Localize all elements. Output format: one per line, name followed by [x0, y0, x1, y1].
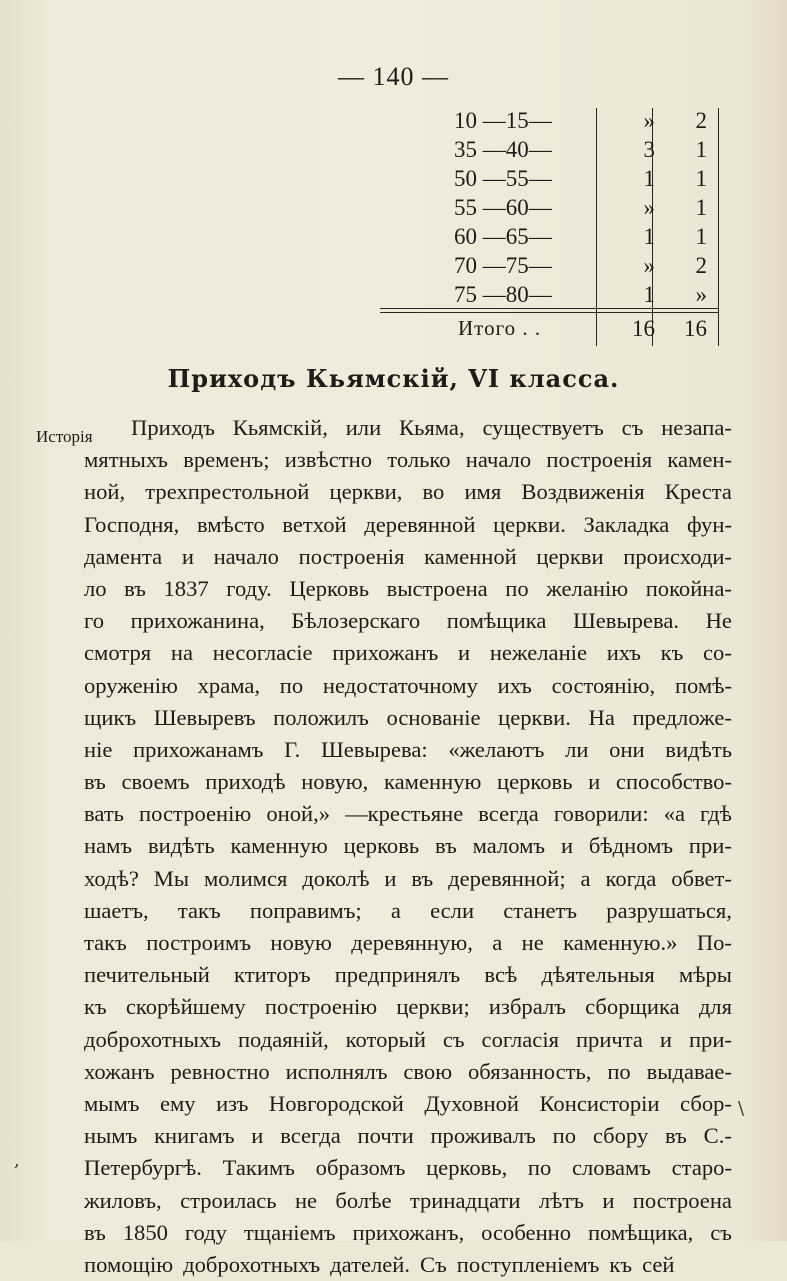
total-value: 16 [684, 316, 707, 341]
text-line: жиловъ, строилась не болѣе тринадцати лѣтъ и построена [84, 1187, 732, 1213]
text-line: оруженію храма, по недостаточному ихъ состоянію, помѣ- [84, 672, 732, 698]
text-line: доброхотныхъ подаяній, который съ согласія причта и при- [84, 1026, 732, 1052]
table-total-row [440, 316, 730, 346]
table-row [440, 282, 730, 310]
text-line: ло въ 1837 году. Церковь выстроена по желанію покойна- [84, 575, 732, 601]
text-line: помощію доброхотныхъ дателей. Съ поступленіемъ къ сей [84, 1251, 675, 1277]
count-cell: 1 [643, 224, 655, 249]
count-cell: » [695, 282, 707, 307]
text-line: въ 1850 году тщаніемъ прихожанъ, особенно помѣщика, съ [84, 1219, 732, 1245]
text-line: шаетъ, такъ поправимъ; а если станетъ разрушаться, [84, 897, 732, 923]
table-row [440, 195, 730, 223]
table-row [440, 137, 730, 165]
table-row [440, 224, 730, 252]
text-line: печительный ктиторъ предпринялъ всѣ дѣятельныя мѣры [84, 962, 732, 988]
text-line: Петербургѣ. Такимъ образомъ церковь, по словамъ старо- [84, 1155, 732, 1181]
text-line: намъ видѣть каменную церковь въ маломъ и бѣдномъ при- [84, 833, 732, 859]
age-range: 55 —60— [454, 195, 552, 220]
table-row [440, 108, 730, 136]
text-line: смотря на несогласіе прихожанъ и нежеланіе ихъ къ со- [84, 640, 732, 666]
count-cell: » [643, 108, 655, 133]
text-line: мымъ ему изъ Новгородской Духовной Консисторіи сбор- [84, 1090, 732, 1116]
count-cell: 2 [695, 253, 707, 278]
count-cell: 1 [643, 282, 655, 307]
count-cell: 1 [695, 195, 707, 220]
text-line: хожанъ ревностно исполнялъ свою обязанность, по выдавае- [84, 1058, 732, 1084]
age-table [440, 108, 730, 348]
age-range: 75 —80— [454, 282, 552, 307]
table-row [440, 253, 730, 281]
table-row [440, 166, 730, 194]
count-cell: 1 [695, 137, 707, 162]
paragraph [84, 412, 732, 1281]
text-line: Господня, вмѣсто ветхой деревянной церкви. Закладка фун- [84, 511, 732, 537]
section-heading: Приходъ Кьямскій, VI класса. [167, 364, 620, 393]
text-line: въ своемъ приходѣ новую, каменную церковь и способство- [84, 769, 732, 795]
table-total-rule [380, 312, 718, 313]
text-line: нымъ книгамъ и всегда почти проживалъ по сбору въ С.- [84, 1123, 732, 1149]
text-line: щикъ Шевыревъ положилъ основаніе церкви. На предложе- [84, 704, 732, 730]
age-range: 50 —55— [454, 166, 552, 191]
text-line: къ скорѣйшему построенію церкви; избралъ сборщика для [84, 994, 732, 1020]
count-cell: 1 [695, 166, 707, 191]
count-cell: 3 [643, 137, 655, 162]
margin-mark: \ [738, 1098, 745, 1119]
text-line: дамента и начало построенія каменной церкви происходи- [84, 543, 732, 569]
age-range: 60 —65— [454, 224, 552, 249]
total-label: Итого . . [458, 316, 542, 340]
margin-mark: , [14, 1150, 20, 1171]
text-line: ходѣ? Мы молимся доколѣ и въ деревянной; а когда обвет- [84, 865, 732, 891]
margin-note: Исторія [36, 427, 93, 446]
count-cell: 1 [643, 166, 655, 191]
count-cell: » [643, 195, 655, 220]
text-line: ной, трехпрестольной церкви, во имя Воздвиженія Креста [84, 479, 732, 505]
text-line: такъ построимъ новую деревянную, а не каменную.» По- [84, 930, 732, 955]
count-cell: » [643, 253, 655, 278]
age-range: 35 —40— [454, 137, 552, 162]
count-cell: 1 [695, 224, 707, 249]
age-range: 70 —75— [454, 253, 552, 278]
text-line: ніе прихожанамъ Г. Шевырева: «желаютъ ли они видѣть [84, 736, 732, 762]
text-line: вать построенію оной,» —крестьяне всегда говорили: «а гдѣ [84, 801, 732, 827]
text-line: мятныхъ временъ; извѣстно только начало построенія камен- [84, 447, 732, 473]
age-range: 10 —15— [454, 108, 552, 133]
count-cell: 2 [695, 108, 707, 133]
total-value: 16 [632, 316, 655, 341]
page-number: — 140 — [338, 62, 449, 91]
text-line: го прихожанина, Бѣлозерскаго помѣщика Шевырева. Не [84, 608, 732, 634]
text-line: Приходъ Кьямскій, или Кьяма, существуетъ съ незапа- [131, 415, 732, 440]
